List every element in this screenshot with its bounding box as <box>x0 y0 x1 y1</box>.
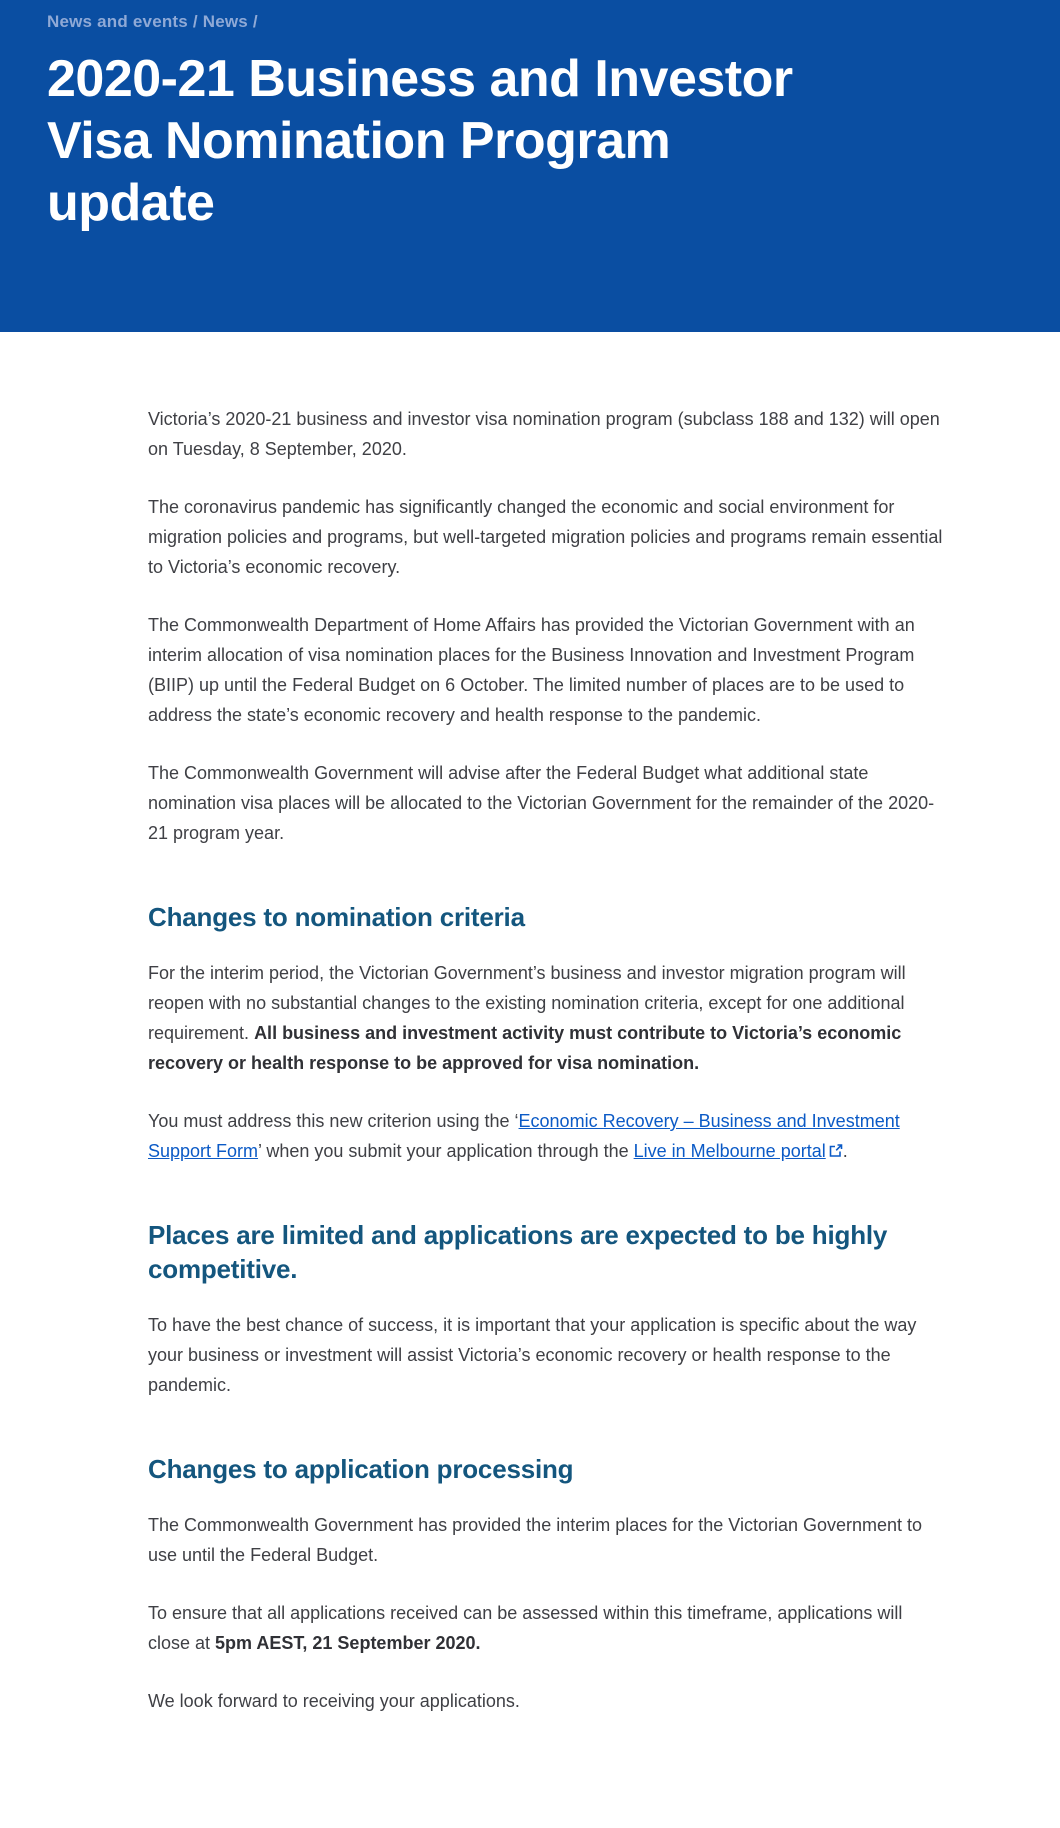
page-title: 2020-21 Business and Investor Visa Nomination Program update <box>47 50 793 232</box>
paragraph-home-affairs: The Commonwealth Department of Home Affairs has provided the Victorian Government with an interim allocation of visa nomination places for the Business Innovation and Investment Program (BIIP) up until the Federal Budget on 6 October. The limited number of places are to be used to address the state’s economic recovery and health response to the pandemic. <box>148 615 915 725</box>
link-live-in-melbourne-portal[interactable] <box>634 1141 843 1161</box>
paragraph-interim-period <box>148 958 948 1078</box>
breadcrumb-separator: / <box>187 12 203 31</box>
breadcrumb <box>47 12 1020 32</box>
paragraph-commonwealth-advise: The Commonwealth Government will advise after the Federal Budget what additional state nomination visa places will be allocated to the Victorian Government for the remainder of the 2020-21 program year. <box>148 763 935 843</box>
link-economic-recovery-support-form[interactable]: Economic Recovery – Business and Investment Support Form <box>148 1111 900 1161</box>
article-body <box>0 332 960 1828</box>
paragraph-text: To ensure that all applications received can be assessed within this timeframe, applications will close at <box>148 1603 903 1653</box>
breadcrumb-link-news-and-events[interactable]: News and events <box>47 12 188 31</box>
external-link-icon <box>829 1144 843 1158</box>
paragraph-intro: Victoria’s 2020-21 business and investor visa nomination program (subclass 188 and 132) will open on Tuesday, 8 September, 2020. <box>148 409 940 459</box>
breadcrumb-link-news[interactable]: News <box>202 12 248 31</box>
paragraph-new-criterion <box>148 1106 948 1166</box>
paragraph-text: . <box>842 1141 848 1161</box>
breadcrumb-separator: / <box>247 12 258 31</box>
paragraph-best-chance: To have the best chance of success, it is important that your application is specific about the way your business or investment will assist Victoria’s economic recovery or health response to the pandemic. <box>148 1315 917 1395</box>
paragraph-interim-places: The Commonwealth Government has provided the interim places for the Victorian Government to use until the Federal Budget. <box>148 1515 923 1565</box>
heading-changes-application-processing: Changes to application processing <box>148 1454 574 1484</box>
bold-requirement-text: All business and investment activity must contribute to Victoria’s economic recovery or health response to be approved for visa nomination. <box>148 1023 902 1073</box>
bold-close-date: 5pm AEST, 21 September 2020. <box>215 1633 481 1653</box>
paragraph-coronavirus: The coronavirus pandemic has significantly changed the economic and social environment for migration policies and programs, but well-targeted migration policies and programs remain essential to Victoria’s economic recovery. <box>148 497 943 577</box>
hero-banner <box>0 0 1060 332</box>
paragraph-text: For the interim period, the Victorian Government’s business and investor migration program will reopen with no substantial changes to the existing nomination criteria, except for one additional requirement. <box>148 963 906 1043</box>
link-text: Live in Melbourne portal <box>633 1141 826 1161</box>
paragraph-look-forward: We look forward to receiving your applications. <box>148 1691 520 1711</box>
paragraph-text: ’ when you submit your application through the <box>258 1141 634 1161</box>
paragraph-text: You must address this new criterion using the ‘ <box>148 1111 519 1131</box>
heading-changes-nomination-criteria: Changes to nomination criteria <box>148 902 525 932</box>
heading-places-limited: Places are limited and applications are expected to be highly competitive. <box>148 1220 888 1284</box>
paragraph-close-date <box>148 1598 948 1658</box>
